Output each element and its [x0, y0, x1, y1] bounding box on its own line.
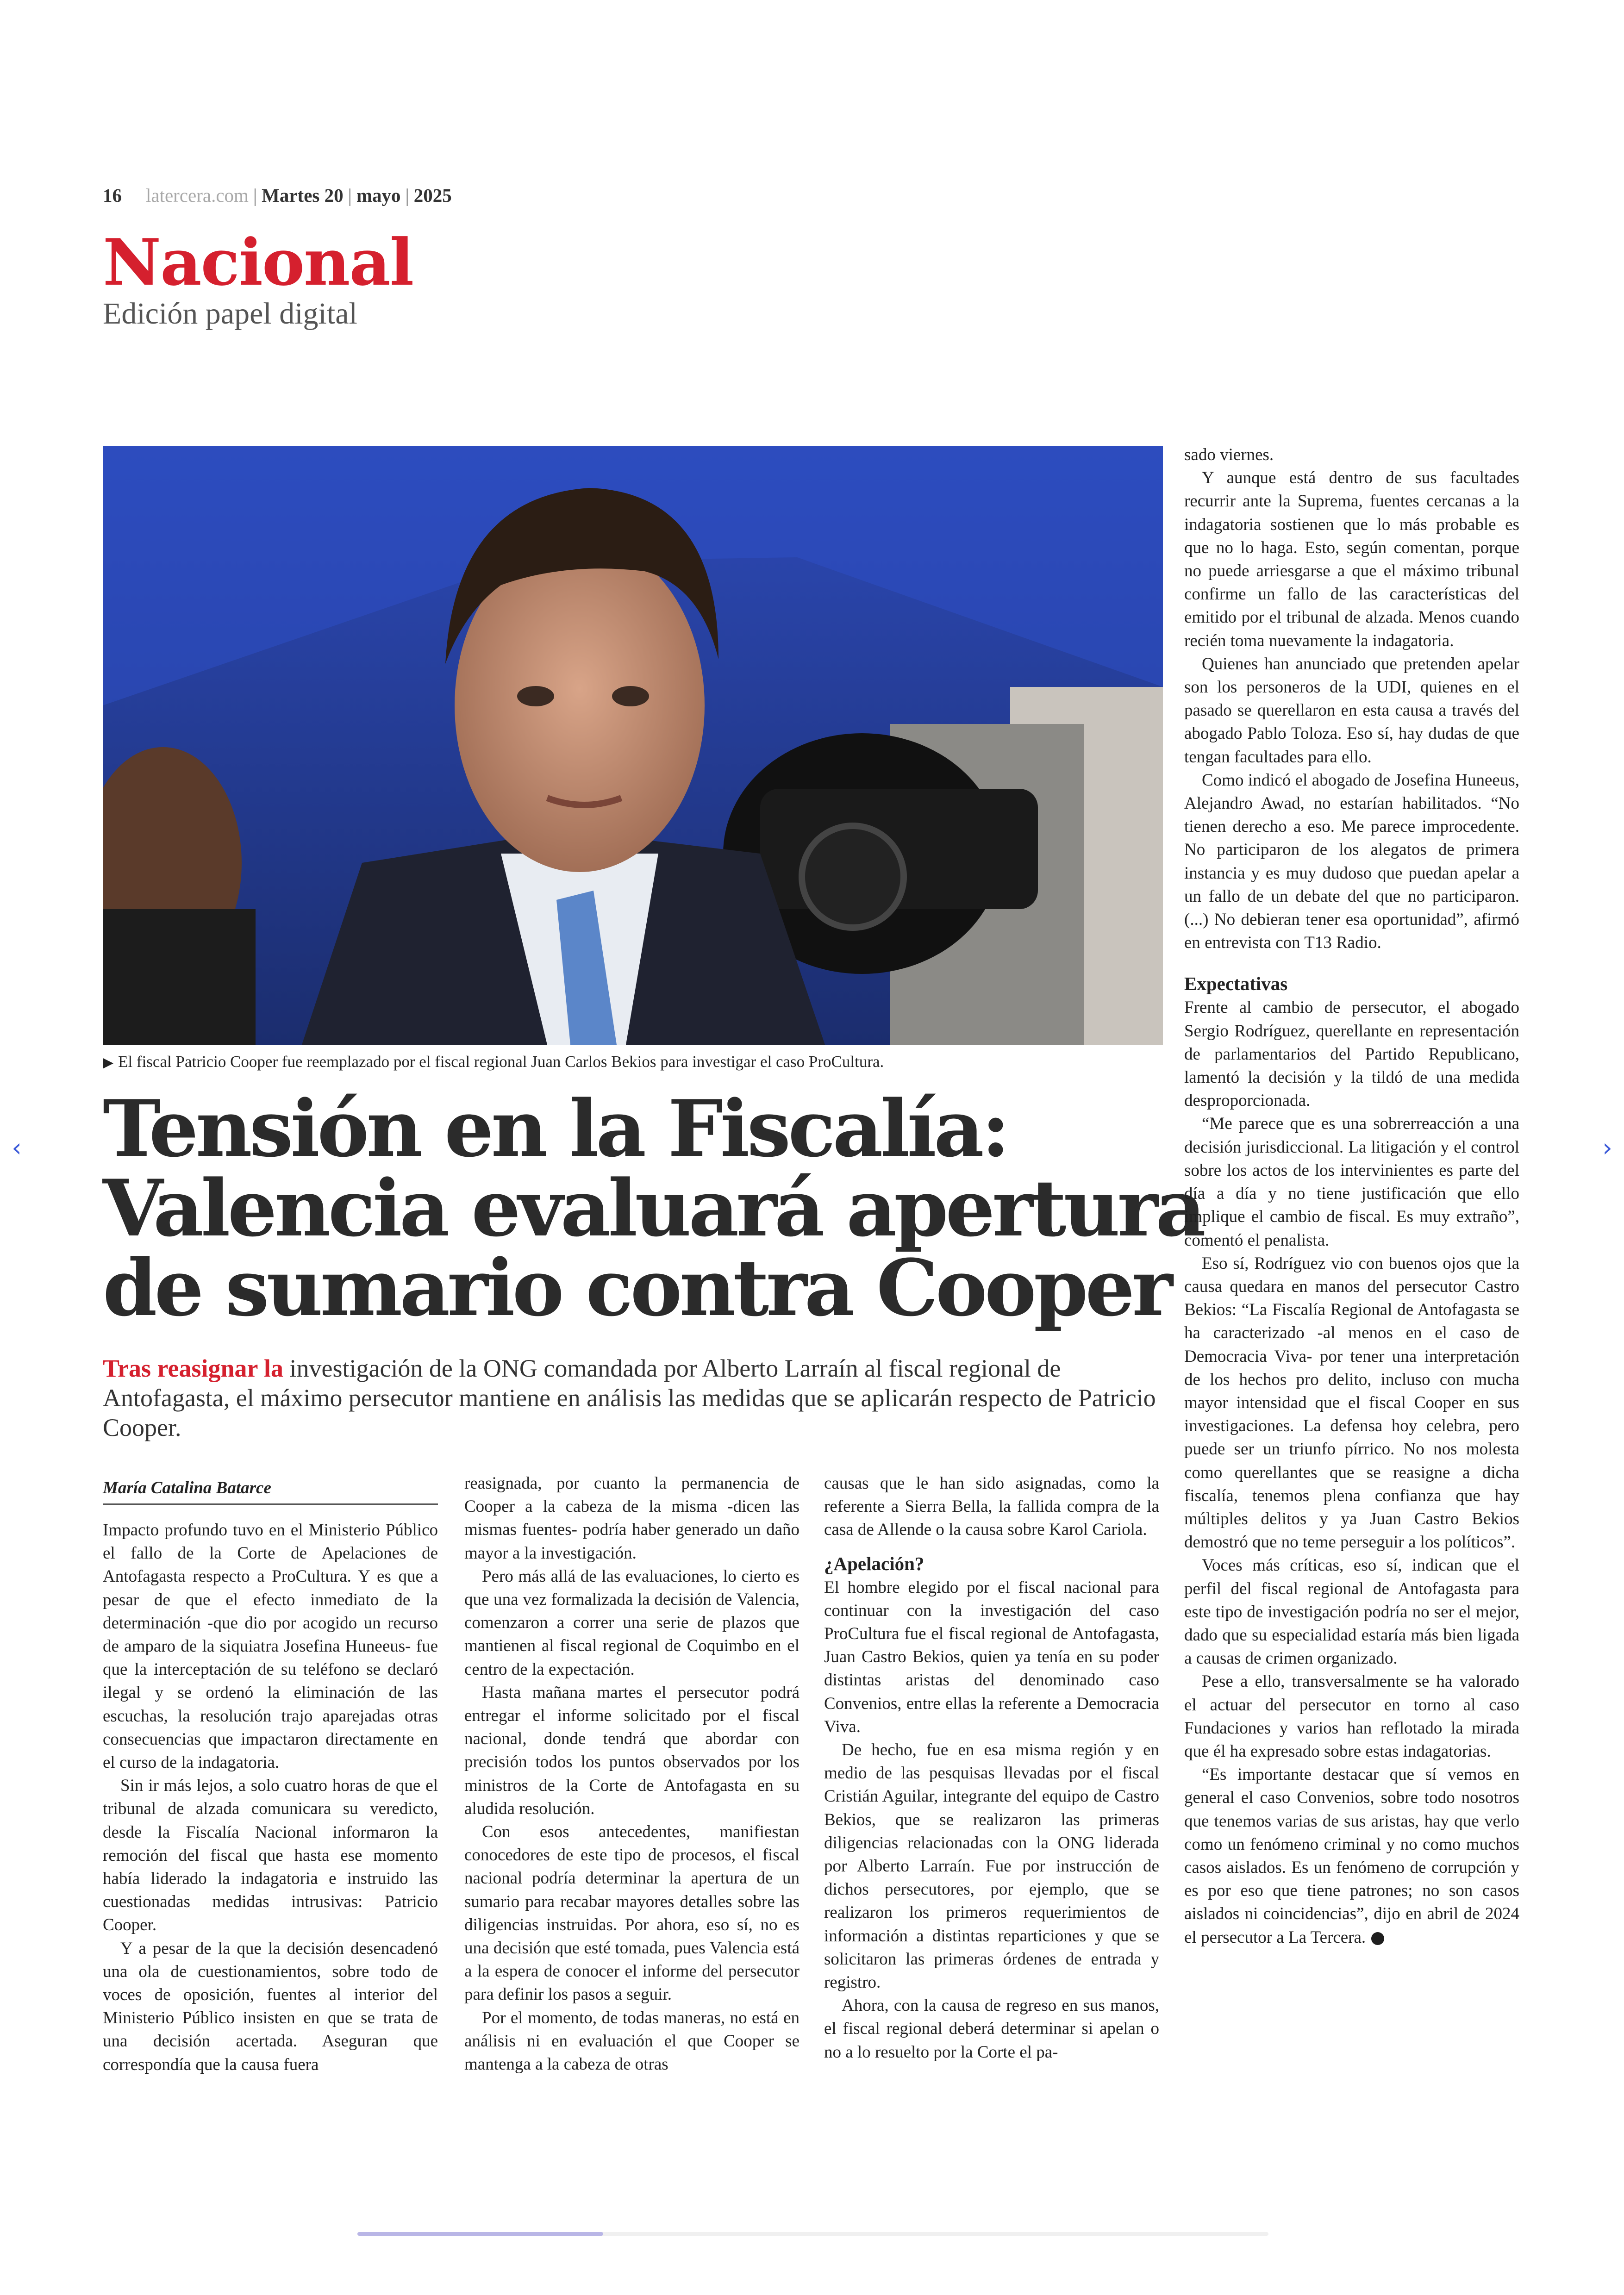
body-column-4: [1184, 443, 1519, 1949]
paragraph: causas que le han sido asignadas, como la referente a Sierra Bella, la fallida compra de la casa de Allende o la causa sobre Karol Cariola.: [824, 1474, 1159, 1540]
paragraph-text: “Es importante destacar que sí vemos en general el caso Convenios, sobre todo nosotros que tenemos varias de sus aristas, hay que verlo como un fenómeno criminal y no como muchos casos aislados. Es un fenómeno de corrupción y es por eso que tiene patrones; no son casos aislados ni coincidencias”, dijo en abril de 2024 el persecutor a La Tercera.: [1184, 1765, 1519, 1947]
prev-page-button[interactable]: ‹: [12, 1133, 22, 1162]
lead-text: investigación de la ONG comandada por Alberto Larraín al fiscal regional de Antofagasta, el máximo persecutor mantiene en análisis las medidas que se aplicarán respecto de Patricio Cooper.: [103, 1354, 1156, 1441]
paragraph: sado viernes.: [1184, 445, 1274, 464]
paragraph: Voces más críticas, eso sí, indican que el perfil del fiscal regional de Antofagasta para este tipo de investigación podría no ser el mejor, dado que su especialidad estaría más bien ligada a causas de crimen organizado.: [1184, 1556, 1519, 1668]
caption-arrow-icon: ▶: [103, 1055, 114, 1070]
photo-caption: [103, 1051, 1163, 1074]
lead-paragraph: [103, 1353, 1163, 1442]
byline: María Catalina Batarce: [103, 1477, 438, 1505]
paragraph: Hasta mañana martes el persecutor podrá entregar el informe solicitado por el fiscal nacional, donde tendrá que abordar con precisión todos los puntos observados por los ministros de la Corte de Antofagasta en su aludida resolución.: [464, 1683, 800, 1818]
headline: [103, 1083, 1203, 1334]
paragraph: Y a pesar de la que la decisión desencadenó una ola de cuestionamientos, sobre todo de voces de oposición, fuentes al interior del Ministerio Público insisten en que se trata de una decisión acertada. Aseguran que correspondía que la causa fuera: [103, 1939, 438, 2074]
date-year: 2025: [413, 185, 452, 206]
body-column-2: [464, 1472, 800, 2076]
lead-highlight: Tras reasignar la: [103, 1354, 283, 1382]
paragraph: [1184, 1763, 1519, 1949]
date-day: Martes 20: [262, 185, 344, 206]
subheading: Expectativas: [1184, 973, 1288, 995]
subheading: ¿Apelación?: [824, 1553, 924, 1574]
date-month: mayo: [356, 185, 401, 206]
caption-text: El fiscal Patricio Cooper fue reemplazado por el fiscal regional Juan Carlos Bekios para investigar el caso ProCultura.: [118, 1053, 884, 1071]
paragraph: Y aunque está dentro de sus facultades recurrir ante la Suprema, fuentes cercanas a la indagatoria sostienen que lo más probable es que no lo haga. Esto, según comentan, porque no puede arriesgarse a que el máximo tribunal confirme un fallo de las características del emitido por el tribunal de alzada. Menos cuando recién toma nuevamente la indagatoria.: [1184, 468, 1519, 650]
paragraph: Por el momento, de todas maneras, no está en análisis ni en evaluación el que Cooper se mantenga a la cabeza de otras: [464, 2008, 800, 2074]
paragraph: El hombre elegido por el fiscal nacional para continuar con la investigación del caso ProCultura fue el fiscal regional de Antofagasta, Juan Castro Bekios, quien ya tenía en su poder distintas aristas del denominado caso Convenios, entre ellas la referente a Democracia Viva.: [824, 1578, 1159, 1736]
paragraph: Ahora, con la causa de regreso en sus manos, el fiscal regional deberá determinar si apelan o no a lo resuelto por la Corte el pa-: [824, 1996, 1159, 2062]
paragraph: reasignada, por cuanto la permanencia de Cooper a la cabeza de la misma -dicen las mismas fuentes- podría haber generado un daño mayor a la investigación.: [464, 1474, 800, 1563]
paragraph: Impacto profundo tuvo en el Ministerio Público el fallo de la Corte de Apelaciones de Antofagasta respecto a ProCultura. Y es que a pesar de que el efecto inmediato de la determinación -que dio por acogido un recurso de amparo de la siquiatra Josefina Huneeus- fue que la interceptación de su teléfono se declaró ilegal y se ordenó la eliminación de las escuchas, la resolución trajo aparejadas otras consecuencias que impactaron directamente en el curso de la indagatoria.: [103, 1521, 438, 1772]
body-column-3: [824, 1472, 1159, 2064]
paragraph: Sin ir más lejos, a solo cuatro horas de que el tribunal de alzada comunicara su veredicto, desde la Fiscalía Nacional informaron la remoción del fiscal que hasta ese momento había liderado la indagatoria e instruido las cuestionadas medidas intrusivas: Patricio Cooper.: [103, 1776, 438, 1935]
edition-label: Edición papel digital: [103, 297, 357, 331]
page-scroll-thumb[interactable]: [357, 2232, 603, 2236]
headline-line: Tensión en la Fiscalía:: [103, 1083, 1007, 1174]
masthead: 16 latercera.com | Martes 20 | mayo | 2025: [103, 185, 452, 206]
headline-line: de sumario contra Cooper: [103, 1242, 1170, 1334]
paragraph: Pese a ello, transversalmente se ha valorado el actuar del persecutor en torno al caso Fundaciones y varios han reflotado la mirada que él ha expresado sobre estas indagatorias.: [1184, 1672, 1519, 1761]
paragraph: Pero más allá de las evaluaciones, lo cierto es que una vez formalizada la decisión de Valencia, comenzaron a correr una serie de plazos que mantienen al fiscal regional de Coquimbo en el centro de la expectación.: [464, 1566, 800, 1679]
paragraph: Con esos antecedentes, manifiestan conocedores de este tipo de procesos, el fiscal nacional podría determinar la apertura de un sumario para recabar mayores detalles sobre las diligencias instruidas. Por ahora, eso sí, no es una decisión que esté tomada, pues Valencia está a la espera de conocer el informe del persecutor para definir los pasos a seguir.: [464, 1822, 800, 2004]
paragraph: “Me parece que es una sobrerreacción a una decisión jurisdiccional. La litigación y el control sobre los actos de los intervinientes es parte del día a día y no tiene justificación que ello implique el cambio de fiscal. Es muy extraño”, comentó el penalista.: [1184, 1114, 1519, 1250]
end-of-article-icon: [1371, 1932, 1384, 1945]
page-number: 16: [103, 185, 122, 206]
article-photo: [103, 446, 1163, 1045]
photo-fiscal-cooper-icon: [103, 446, 1163, 1045]
paragraph: Como indicó el abogado de Josefina Huneeus, Alejandro Awad, no estarían habilitados. “No tienen derecho a eso. Me parece improcedente. No participaron de los alegatos de primera instancia y es muy dudoso que puedan apelar a un fallo de un debate del que no participaron. (...) No debieran tener esa oportunidad”, afirmó en entrevista con T13 Radio.: [1184, 770, 1519, 953]
paragraph: Frente al cambio de persecutor, el abogado Sergio Rodríguez, querellante en representación de parlamentarios del Partido Republicano, lamentó la decisión y la tildó de una medida desproporcionada.: [1184, 998, 1519, 1110]
next-page-button[interactable]: ›: [1602, 1133, 1612, 1162]
paragraph: Eso sí, Rodríguez vio con buenos ojos que la causa quedara en manos del persecutor Castro Bekios: “La Fiscalía Regional de Antofagasta se ha caracterizado -al menos en el caso de Democracia Viva- por tener una interpretación de los hechos pro delito, incluso con mucha mayor intensidad que el fiscal Cooper en sus investigaciones. La defensa hoy celebra, pero puede ser un triunfo pírrico. No nos molesta como querellantes que se reasigne a dicha fiscalía, tenemos plena confianza que hay múltiples delitos y ya Juan Castro Bekios demostró que no teme perseguir a los políticos”.: [1184, 1254, 1519, 1552]
body-column-1: [103, 1477, 438, 2077]
paragraph: De hecho, fue en esa misma región y en medio de las pesquisas llevadas por el fiscal Cristián Aguilar, integrante del equipo de Castro Bekios, que se realizaron las primeras diligencias relacionadas con la ONG liderada por Alberto Larraín. Fue por instrucción de dichos persecutores, por ejemplo, que se realizaron los primeros requerimientos de información a distintas reparticiones y que se solicitaron las primeras órdenes de entrada y registro.: [824, 1740, 1159, 1992]
section-title: Nacional: [103, 225, 413, 300]
headline-line: Valencia evaluará apertura: [103, 1162, 1203, 1254]
site-name: latercera.com: [146, 185, 249, 206]
paragraph: Quienes han anunciado que pretenden apelar son los personeros de la UDI, quienes en el pasado se querellaron en esta causa a través del abogado Pablo Toloza. Eso sí, hay dudas de que tengan facultades para ello.: [1184, 654, 1519, 767]
